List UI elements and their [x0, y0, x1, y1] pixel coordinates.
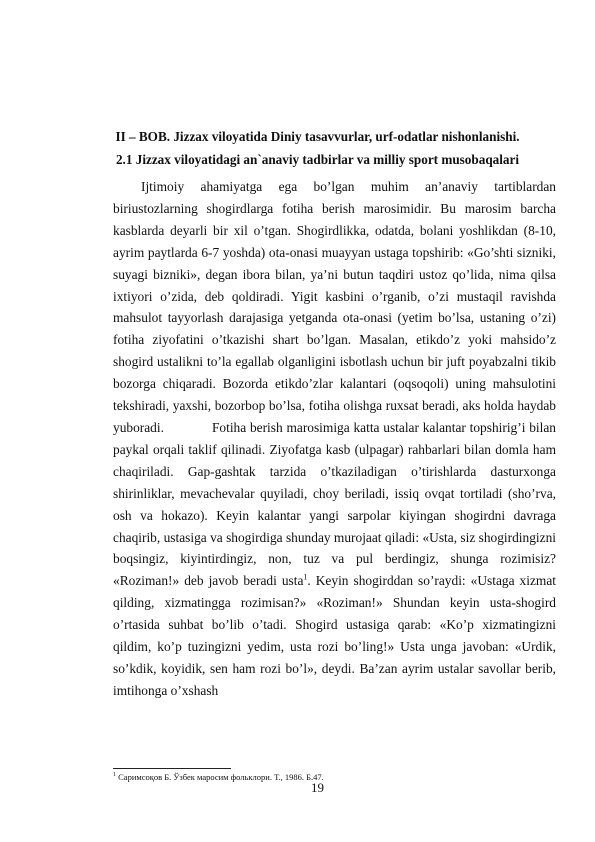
footnote	[113, 772, 324, 783]
paragraph-text-part3: . Keyin shogirddan so’raydi: «Ustaga xizmat qilding, xizmatingga rozimisan?» «Roziman!» Shundan keyin usta-shogird o’rtasida suhbat bo’lib o’tadi. Shogird ustasiga qarab: «Ko’p xizmatingizni qildim, ko’p tuzingizni yedim, usta rozi bo’ling!» Usta unga javoban: «Urdik, so’kdik, koyidik, sen ham rozi bo’l», deydi. Ba’zan ayrim ustalar savollar berib, imtihonga o’xshash	[113, 573, 556, 698]
paragraph-text-part2: Fotiha berish marosimiga katta ustalar kalantar topshirig’i bilan paykal orqali taklif qilinadi. Ziyofatga kasb (ulpagar) rahbarlari bilan domla ham chaqiriladi. Gap-gashtak tarzida o’tkaziladigan o’tirishlarda dasturxonga shirinliklar, mevachevalar quyiladi, choy beriladi, issiq ovqat tortiladi (sho’rva, osh va hokazo). Keyin kalantar yangi sarpolar kiyingan shogirdni davraga chaqirib, ustasiga va shogirdiga shunday murojaat qiladi: «Usta, siz shogirdingizni boqsingiz, kiyintirdingiz, non, tuz va pul berdingiz, shunga rozimisiz? «Roziman!» deb javob beradi usta	[113, 419, 556, 589]
footnote-reference[interactable]: 1	[303, 572, 308, 582]
section-title: 2.1 Jizzax viloyatidagi an`anaviy tadbirlar va milliy sport musobaqalari	[115, 152, 520, 167]
page-number: 19	[311, 780, 324, 795]
paragraph-text-part1: Ijtimoiy ahamiyatga ega bo’lgan muhim an’anaviy tartiblardan biriustozlarning shogirdlarga fotiha berish marosimidir. Bu marosim barcha kasblarda deyarli bir xil o’tgan. Shogirdlikka, odatda, bolani yoshlikdan (8-10, ayrim paytlarda 6-7 yoshda) ota-onasi muayyan ustaga topshirib: «Go’shti sizniki, suyagi bizniki», degan ibora bilan, ya’ni butun taqdiri ustoz qo’lida, nima qilsa ixtiyori o’zida, deb qoldiradi. Yigit kasbini o’rganib, o’zi mustaqil ravishda mahsulot tayyorlash darajasiga yetganda ota-onasi (yetim bo’lsa, ustaning o’zi) fotiha ziyofatini o’tkazishi shart bo’lgan. Masalan, etikdo’z yoki mahsido’z shogird ustalikni to’la egallab olganligini isbotlash uchun bir juft poyabzalni tikib bozorga chiqaradi. Bozorda etikdo’zlar kalantari (oqsoqoli) uning mahsulotini tekshiradi, yaxshi, bozorbop bo’lsa, fotiha olishga ruxsat beradi, aks holda haydab yuboradi.	[113, 179, 556, 435]
footnote-text: Саримсоқов Б. Ўзбек маросим фольклори. Т., 1986. Б.47.	[118, 772, 324, 782]
footnote-divider	[113, 768, 231, 769]
footnote-marker: 1	[113, 772, 116, 779]
body-paragraph	[113, 176, 556, 702]
chapter-title: II – BOB. Jizzax viloyatida Diniy tasavvurlar, urf-odatlar nishonlanishi.	[115, 129, 520, 144]
